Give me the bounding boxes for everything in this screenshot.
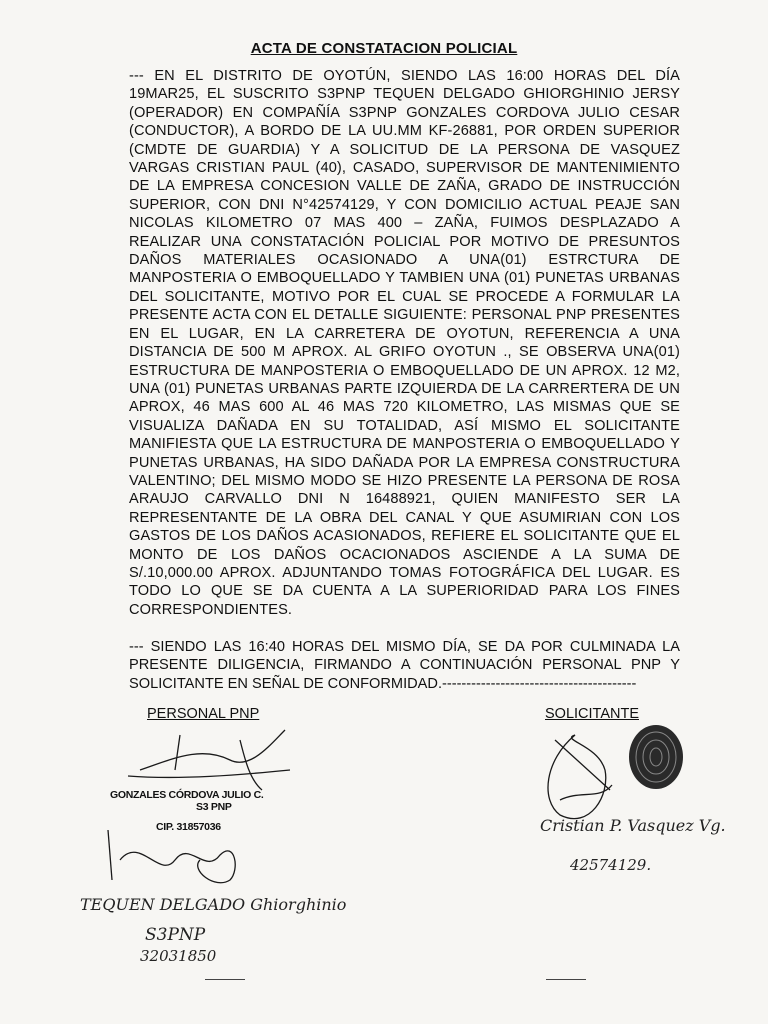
stamp-rank: S3 PNP	[196, 801, 232, 813]
dash-line	[546, 979, 586, 980]
stamp-name: GONZALES CÓRDOVA JULIO C.	[110, 789, 264, 801]
fingerprint-icon	[629, 725, 683, 789]
handwritten-left-name: TEQUEN DELGADO Ghiorghinio	[80, 895, 347, 914]
stamp-cip: CIP. 31857036	[156, 821, 221, 833]
dash-line	[205, 979, 245, 980]
solicitante-label: SOLICITANTE	[545, 706, 639, 722]
handwritten-left-code: 32031850	[140, 947, 217, 965]
handwritten-right-dni: 42574129.	[570, 856, 652, 874]
body-paragraph-2: --- SIENDO LAS 16:40 HORAS DEL MISMO DÍA, SE DA POR CULMINADA LA PRESENTE DILIGENCIA, FIRMANDO A CONTINUACIÓN PERSONAL PNP Y SOLICITANTE EN SEÑAL DE CONFORMIDAD.----------------------------------------	[129, 639, 680, 692]
personal-pnp-label: PERSONAL PNP	[147, 706, 260, 722]
handwritten-right-name: Cristian P. Vasquez Vg.	[540, 816, 726, 835]
handwritten-left-rank: S3PNP	[145, 925, 206, 945]
body-paragraph-1: --- EN EL DISTRITO DE OYOTÚN, SIENDO LAS 16:00 HORAS DEL DÍA 19MAR25, EL SUSCRITO S3PNP TEQUEN DELGADO GHIORGHINIO JERSY (OPERADOR) EN COMPAÑÍA S3PNP GONZALES CORDOVA JULIO CESAR (CONDUCTOR), A BORDO DE LA UU.MM KF-26881, POR ORDEN SUPERIOR (CMDTE DE GUARDIA) Y A SOLICITUD DE LA PERSONA DE VASQUEZ VARGAS CRISTIAN PAUL (40), CASADO, SUPERVISOR DE MANTENIMIENTO DE LA EMPRESA CONCESION VALLE DE ZAÑA, GRADO DE INSTRUCCIÓN SUPERIOR, CON DNI N°42574129, Y CON DOMICILIO ACTUAL PEAJE SAN NICOLAS KILOMETRO 07 MAS 400 – ZAÑA, FUIMOS DESPLAZADO A REALIZAR UNA CONSTATACIÓN POLICIAL POR MOTIVO DE PRESUNTOS DAÑOS MATERIALES OCASIONADO A UNA(01) ESTRCTURA DE MANPOSTERIA O EMBOQUELLADO Y TAMBIEN UNA (01) PUNETAS URBANAS DEL SOLICITANTE, MOTIVO POR EL CUAL SE PROCEDE A FORMULAR LA PRESENTE ACTA CON EL DETALLE SIGUIENTE: PERSONAL PNP PRESENTES EN EL LUGAR, EN LA CARRETERA DE OYOTUN, REFERENCIA A UNA DISTANCIA DE 500 M APROX. AL GRIFO OYOTUN ., SE OBSERVA UNA(01) ESTRUCTURA DE MANPOSTERIA O EMBOQUELLADO DE UN APROX. 12 M2, UNA (01) PUNETAS URBANAS PARTE IZQUIERDA DE LA CARRERTERA DE UN APROX, 46 MAS 600 AL 46 MAS 720 KILOMETRO, LAS MISMAS QUE SE VISUALIZA DAÑADA EN SU TOTALIDAD, ASÍ MISMO EL SOLICITANTE MANIFIESTA QUE LA ESTRUCTURA DE MANPOSTERIA O EMBOQUELLADO Y PUNETAS URBANAS, HA SIDO DAÑADA POR LA EMPRESA CONSTRUCTURA VALENTINO; DEL MISMO MODO SE HIZO PRESENTE LA PERSONA DE ROSA ARAUJO CARVALLO DNI N 16488921, QUIEN MANIFESTO SER LA REPRESENTANTE DE LA OBRA DEL CANAL Y QUE ASUMIRIAN CON LOS GASTOS DE LOS DAÑOS ACASIONADOS, REFIERE EL SOLICITANTE QUE EL MONTO DE LOS DAÑOS OCACIONADOS ASCIENDE A LA SUMA DE S/.10,000.00 APROX. ADJUNTANDO TOMAS FOTOGRÁFICA DEL LUGAR. ES TODO LO QUE SE DA CUENTA A LA SUPERIORIDAD PARA LOS FINES CORRESPONDIENTES.	[129, 68, 680, 618]
document-title: ACTA DE CONSTATACION POLICIAL	[250, 40, 518, 57]
